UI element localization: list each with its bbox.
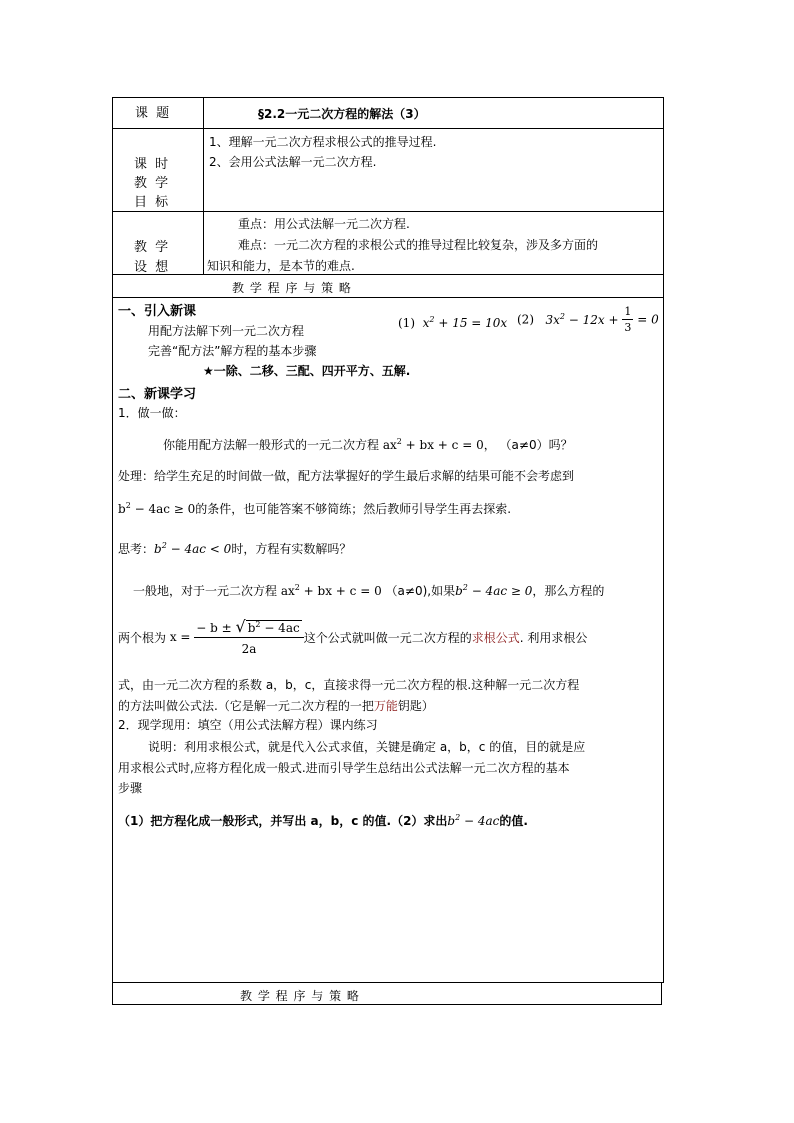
equation-1-expr: $x^2 + 15 = 10x$ <box>418 315 508 330</box>
table-line-right <box>663 97 664 983</box>
root-formula-x: x = <box>166 630 195 644</box>
procedure-title: 教 学 程 序 与 策 略 <box>232 281 352 295</box>
final-pre: （1）把方程化成一般形式，并写出 a，b，c 的值.（2）求出 <box>118 814 448 828</box>
table-line-objectives-bottom <box>112 211 664 212</box>
roots-tail: . 利用求根公 <box>519 630 588 645</box>
general-equation: $ax^2$ + bx + c = 0， <box>382 437 496 452</box>
section1-heading: 一、引入新课 <box>118 304 197 319</box>
table-line-left <box>112 97 113 1005</box>
objective-item-1: 1、理解一元二次方程求根公式的推导过程. <box>209 135 437 149</box>
design-label-1: 教 学 <box>134 240 171 255</box>
roots-line <box>118 619 587 655</box>
equation-2-expr: $3x^2 - 12x$ + <box>537 311 619 327</box>
objectives-label-2: 教 学 <box>134 176 171 191</box>
formula-line-2-post: 钥匙） <box>397 699 434 713</box>
formula-line-2-red: 万能 <box>373 699 398 713</box>
general-line <box>133 582 604 599</box>
question-1 <box>163 436 573 453</box>
topic-label: 课 题 <box>135 106 172 121</box>
footer-line-right <box>661 983 662 1005</box>
section1-line2: 完善“配方法”解方程的基本步骤 <box>148 344 317 358</box>
final-post: 的值. <box>499 814 528 828</box>
footer-procedure-title: 教 学 程 序 与 策 略 <box>240 989 360 1003</box>
think-pre: 思考： <box>118 542 155 556</box>
general-equation-2: $ax^2$ + bx + c = 0 <box>280 583 382 598</box>
formula-line-2 <box>118 697 434 714</box>
general-pre: 一般地，对于一元二次方程 <box>133 584 278 598</box>
discriminant-condition: $b^2 - 4ac \ge 0$ <box>118 501 196 516</box>
table-line-top <box>112 97 664 98</box>
final-steps-line <box>118 812 528 829</box>
equation-1 <box>398 316 507 330</box>
design-difficulty-line-2: 知识和能力，是本节的难点. <box>207 259 355 273</box>
table-line-main-bottom <box>112 982 664 983</box>
handle-line-2-post: 的条件，也可能答案不够简练；然后教师引导学生再去探索. <box>195 502 512 516</box>
handle-line-1: 处理：给学生充足的时间做一做，配方法掌握好的学生最后求解的结果可能不会考虑到 <box>118 469 575 483</box>
topic-title: §2.2一元二次方程的解法（3） <box>258 107 426 121</box>
table-line-topic-bottom <box>112 128 664 129</box>
equation-2: (2) $3x^2 - 12x$ + $\frac{1}{3}$ = 0 <box>517 305 659 334</box>
think-line <box>118 540 351 557</box>
general-post: ，那么方程的 <box>532 584 605 598</box>
design-label-2: 设 想 <box>134 260 171 275</box>
equation-1-label: (1) <box>398 316 415 330</box>
section1-line1: 用配方法解下列一元二次方程 <box>148 324 305 338</box>
footer-line-bottom <box>112 1004 662 1005</box>
fraction-one-third: $\frac{1}{3}$ <box>624 305 632 334</box>
equation-2-label: (2) <box>517 312 534 327</box>
roots-red-term: 求根公式 <box>471 630 520 645</box>
table-line-procedure-bottom <box>112 297 664 298</box>
table-line-design-bottom <box>112 274 664 275</box>
discriminant-nonneg: $b^2 - 4ac \ge 0$ <box>455 583 533 598</box>
root-formula: $\frac{- b \pm √ b^2 - 4ac}{2a}$ <box>194 619 303 655</box>
objective-item-2: 2、会用公式法解一元二次方程. <box>209 155 377 169</box>
roots-post: 这个公式就叫做一元二次方程的 <box>303 630 472 645</box>
discriminant-expr: $b^2 - 4ac$ <box>447 813 500 828</box>
general-mid: （a≠0),如果 <box>385 584 456 598</box>
question-1-pre: 你能用配方法解一般形式的一元二次方程 <box>163 438 380 452</box>
question-1-cond: （a≠0）吗？ <box>499 438 573 452</box>
explain-line-3: 步骤 <box>118 781 143 795</box>
explain-line-2: 用求根公式时,应将方程化成一般式.进而引导学生总结出公式法解一元二次方程的基本 <box>118 761 570 775</box>
discriminant-negative: $b^2 - 4ac < 0$ <box>154 541 232 556</box>
handle-line-2 <box>118 500 511 517</box>
objectives-label-1: 课 时 <box>134 157 171 172</box>
section2-sub2: 2．现学现用：填空（用公式法解方程）课内练习 <box>118 718 378 732</box>
table-line-label-divider <box>203 97 204 275</box>
design-difficulty-line-1: 难点：一元二次方程的求根公式的推导过程比较复杂，涉及多方面的 <box>238 238 599 252</box>
formula-line-1: 式，由一元二次方程的系数 a，b，c，直接求得一元二次方程的根.这种解一元二次方程 <box>118 678 580 692</box>
explain-line-1: 说明：利用求根公式，就是代入公式求值，关键是确定 a，b，c 的值，目的就是应 <box>148 740 586 754</box>
design-key-point: 重点：用公式法解一元二次方程. <box>238 217 410 231</box>
think-post: 时，方程有实数解吗？ <box>231 542 352 556</box>
roots-pre: 两个根为 <box>118 630 167 645</box>
section2-sub1: 1．做一做： <box>118 406 186 420</box>
objectives-label-3: 目 标 <box>134 195 171 210</box>
formula-line-2-pre: 的方法叫做公式法.（它是解一元二次方程的一把 <box>118 699 374 713</box>
section2-heading: 二、新课学习 <box>118 387 197 402</box>
section1-steps: ★一除、二移、三配、四开平方、五解. <box>203 364 411 378</box>
